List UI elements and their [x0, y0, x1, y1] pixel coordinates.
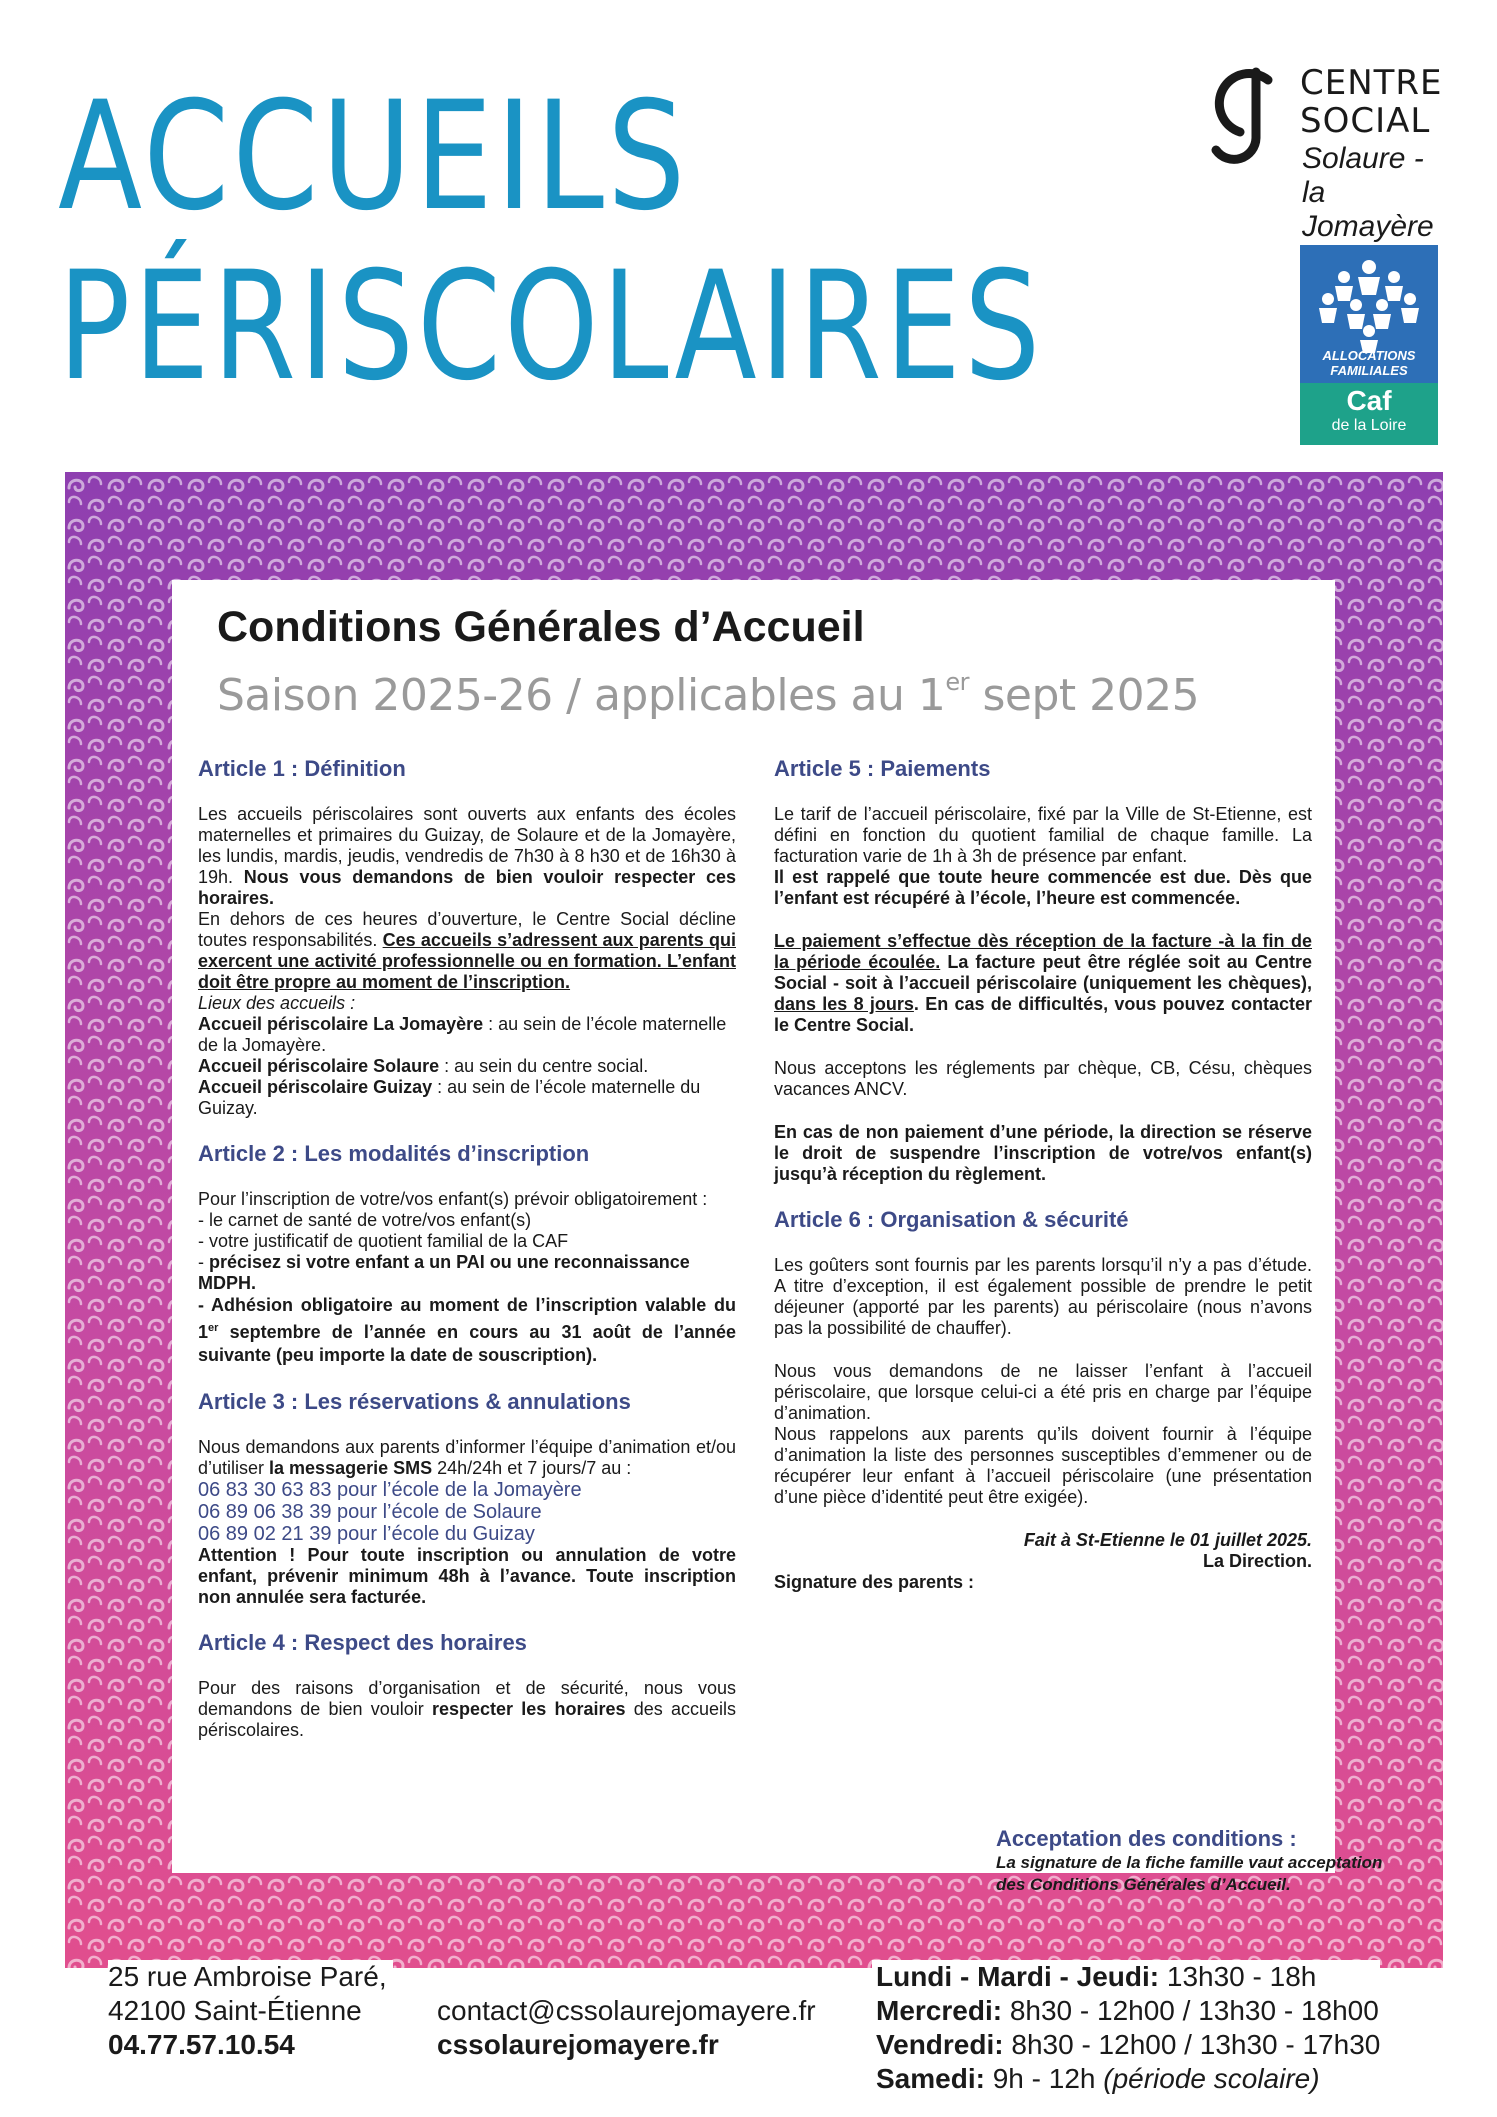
- article-1-lieu-2: Accueil périscolaire Solaure : au sein du centre social.: [198, 1056, 649, 1076]
- article-1-lieu-1: Accueil périscolaire La Jomayère : au sein de l’école maternelle de la Jomayère.: [198, 1014, 727, 1055]
- article-1-lieux: Lieux des accueils :: [198, 993, 356, 1013]
- article-3-para-1: Nous demandons aux parents d’informer l’équipe d’animation et/ou d’utiliser la messagerie SMS 24h/24h et 7 jours/7 au :: [198, 1437, 736, 1478]
- article-5-para-2: Il est rappelé que toute heure commencée est due. Dès que l’enfant est récupéré à l’école, l’heure est commencée.: [774, 867, 1312, 908]
- article-5-para-4: Nous acceptons les réglements par chèque, CB, Césu, chèques vacances ANCV.: [774, 1058, 1312, 1099]
- signature-direction: La Direction.: [1202, 1551, 1312, 1571]
- article-3-warning: Attention ! Pour toute inscription ou annulation de votre enfant, prévenir minimum 48h à l’avance. Toute inscription non annulée sera facturée.: [198, 1545, 736, 1607]
- hours-friday: Vendredi: 8h30 - 12h00 / 13h30 - 17h30: [876, 2029, 1381, 2060]
- signature-date: Fait à St-Etienne le 01 juillet 2025.: [1023, 1530, 1312, 1550]
- caf-region: de la Loire: [1331, 417, 1407, 434]
- page-subtitle: Saison 2025-26 / applicables au 1er sept 2025: [217, 668, 1200, 721]
- article-1-heading: Article 1 : Définition: [198, 756, 406, 781]
- footer-contact: [437, 1994, 816, 2062]
- article-2-item-3: - précisez si votre enfant a un PAI ou une reconnaissance MDPH.: [198, 1252, 690, 1293]
- acceptance-box: [996, 1826, 1416, 1896]
- article-4-para-1: Pour des raisons d’organisation et de sécurité, nous vous demandons de bien vouloir respecter les horaires des accueils périscolaires.: [198, 1678, 736, 1740]
- article-5-para-1: Le tarif de l’accueil périscolaire, fixé par la Ville de St-Etienne, est défini en fonction du quotient familial de chaque famille. La facturation varie de 1h à 3h de présence par enfant.: [774, 804, 1312, 866]
- cs-line-jomayere: la Jomayère: [1302, 176, 1434, 243]
- article-4-heading: Article 4 : Respect des horaires: [198, 1630, 527, 1655]
- article-2-heading: Article 2 : Les modalités d’inscription: [198, 1141, 590, 1166]
- cs-line-social: SOCIAL: [1300, 101, 1431, 141]
- centre-social-logo: [1210, 58, 1443, 243]
- footer-website[interactable]: cssolaurejomayere.fr: [437, 2029, 719, 2060]
- article-1-para-2: En dehors de ces heures d’ouverture, le Centre Social décline toutes responsabilités. Ces accueils s’adressent aux parents qui exercent une activité professionnelle ou en formation. L’enfant doit être propre au moment de l’inscription.: [198, 909, 736, 992]
- footer-address: [108, 1960, 393, 2062]
- article-5-para-5: En cas de non paiement d’une période, la direction se réserve le droit de suspendre l’inscription de votre/vos enfant(s) jusqu’à réception du règlement.: [774, 1122, 1312, 1184]
- phone-jomayere[interactable]: 06 83 30 63 83 pour l’école de la Jomayère: [198, 1479, 582, 1501]
- article-5-heading: Article 5 : Paiements: [774, 756, 991, 781]
- article-2-item-4: - Adhésion obligatoire au moment de l’inscription valable du 1er septembre de l’année en cours au 31 août de l’année suivante (peu importe la date de souscription).: [198, 1295, 736, 1365]
- cs-monogram-icon: [1210, 66, 1290, 176]
- caf-line-familiales: FAMILIALES: [1330, 363, 1408, 378]
- article-6-para-3: Nous rappelons aux parents qu’ils doivent fournir à l’équipe d’animation la liste des personnes susceptibles d’emmener ou de récupérer leur enfant à l’accueil périscolaire (une présentation d’une pièce d’identité peut être exigée).: [774, 1424, 1312, 1507]
- footer-email[interactable]: contact@cssolaurejomayere.fr: [437, 1995, 816, 2026]
- phone-solaure[interactable]: 06 89 06 38 39 pour l’école de Solaure: [198, 1501, 542, 1523]
- address-line-1: 25 rue Ambroise Paré,: [108, 1961, 387, 1992]
- signature-parents-label: Signature des parents :: [774, 1572, 975, 1592]
- hours-saturday: Samedi: 9h - 12h (période scolaire): [876, 2063, 1320, 2094]
- title-line-1: ACCUEILS: [58, 70, 689, 244]
- address-line-2: 42100 Saint-Étienne: [108, 1995, 362, 2026]
- caf-line-allocations: ALLOCATIONS: [1322, 348, 1416, 363]
- acceptance-text: La signature de la fiche famille vaut acceptation des Conditions Générales d’Accueil.: [996, 1853, 1383, 1894]
- article-1-para-1: Les accueils périscolaires sont ouverts aux enfants des écoles maternelles et primaires du Guizay, de Solaure et de la Jomayère, les lundis, mardis, jeudis, vendredis de 7h30 à 8 h30 et de 16h30 à 19h. Nous vous demandons de bien vouloir respecter ces horaires.: [198, 804, 736, 908]
- caf-logo: [1300, 245, 1438, 445]
- footer-phone[interactable]: 04.77.57.10.54: [108, 2029, 295, 2060]
- article-2-intro: Pour l’inscription de votre/vos enfant(s) prévoir obligatoirement :: [198, 1189, 708, 1209]
- cs-line-centre: CENTRE: [1300, 63, 1443, 103]
- caf-name: Caf: [1346, 385, 1392, 416]
- title-line-2: PÉRISCOLAIRES: [58, 240, 1044, 414]
- hours-wednesday: Mercredi: 8h30 - 12h00 / 13h30 - 18h00: [876, 1995, 1379, 2026]
- right-column: [774, 756, 1312, 1593]
- article-3-heading: Article 3 : Les réservations & annulations: [198, 1389, 631, 1414]
- article-1-lieu-3: Accueil périscolaire Guizay : au sein de l’école maternelle du Guizay.: [198, 1077, 701, 1118]
- acceptance-heading: Acceptation des conditions :: [996, 1826, 1297, 1851]
- article-6-para-2: Nous vous demandons de ne laisser l’enfant à l’accueil périscolaire, que lorsque celui-ci a été pris en charge par l’équipe d’animation.: [774, 1361, 1312, 1423]
- phone-guizay[interactable]: 06 89 02 21 39 pour l’école du Guizay: [198, 1523, 535, 1545]
- article-2-item-2: - votre justificatif de quotient familial de la CAF: [198, 1231, 569, 1251]
- article-6-heading: Article 6 : Organisation & sécurité: [774, 1207, 1129, 1232]
- hours-mon-tue-thu: Lundi - Mardi - Jeudi: 13h30 - 18h: [876, 1961, 1317, 1992]
- article-6-para-1: Les goûters sont fournis par les parents lorsqu’il n’y a pas d’étude. A titre d’exception, il est également possible de prendre le petit déjeuner (apporté par les parents) au périscolaire (nous n’avons pas la possibilité de chauffer).: [774, 1255, 1312, 1338]
- page-title: Conditions Générales d’Accueil: [217, 603, 865, 651]
- article-5-para-3: Le paiement s’effectue dès réception de la facture -à la fin de la période écoulée. La facture peut être réglée soit au Centre Social - soit à l’accueil périscolaire (uniquement les chèques), dans les 8 jours. En cas de difficultés, vous pouvez contacter le Centre Social.: [774, 931, 1313, 1035]
- footer-hours: [872, 1960, 1380, 2096]
- cs-line-solaure: Solaure -: [1302, 142, 1424, 175]
- article-2-item-1: - le carnet de santé de votre/vos enfant(s): [198, 1210, 532, 1230]
- caf-family-icon: [1314, 255, 1424, 355]
- left-column: [198, 756, 736, 1741]
